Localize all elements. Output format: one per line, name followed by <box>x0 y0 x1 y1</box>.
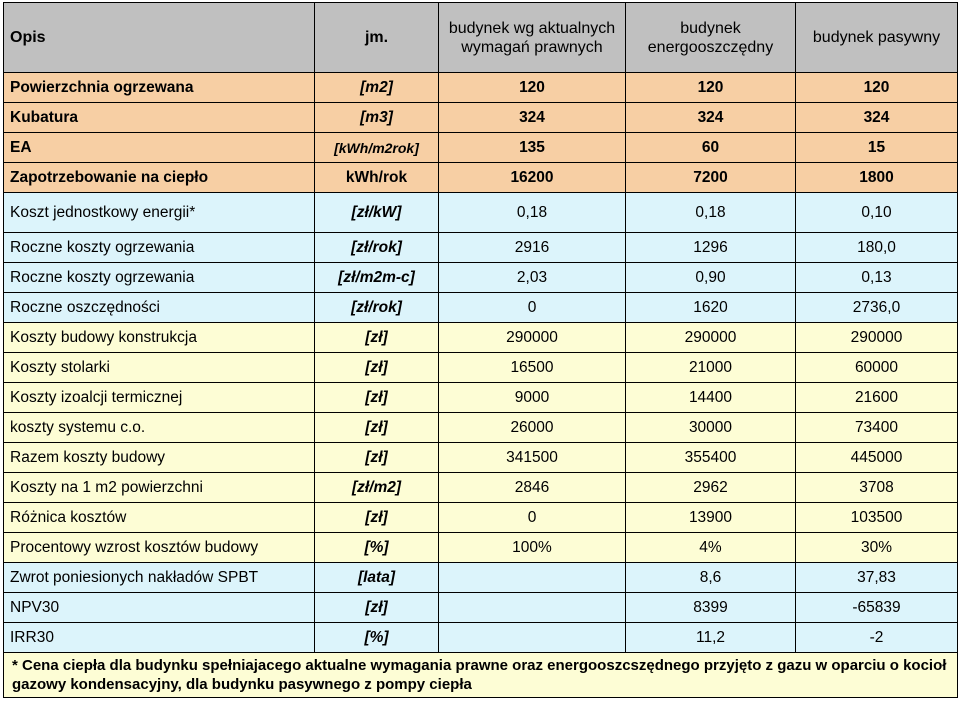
row-value-1: 16500 <box>439 353 626 383</box>
row-value-1 <box>439 623 626 653</box>
table-row <box>4 293 958 323</box>
row-value-2: 324 <box>626 103 796 133</box>
row-value-3: 15 <box>796 133 958 163</box>
row-value-3: 103500 <box>796 503 958 533</box>
row-label: Kubatura <box>4 103 315 133</box>
table-row <box>4 563 958 593</box>
row-value-1: 0 <box>439 293 626 323</box>
row-value-2: 13900 <box>626 503 796 533</box>
row-value-1: 2846 <box>439 473 626 503</box>
row-value-2: 11,2 <box>626 623 796 653</box>
cost-comparison-table <box>3 2 958 698</box>
table-row <box>4 593 958 623</box>
header-opis: Opis <box>4 3 315 73</box>
table-row <box>4 383 958 413</box>
row-value-1: 0,18 <box>439 193 626 233</box>
row-label: NPV30 <box>4 593 315 623</box>
row-unit: [zł] <box>315 503 439 533</box>
row-unit: [m3] <box>315 103 439 133</box>
table-row <box>4 533 958 563</box>
row-value-1: 0 <box>439 503 626 533</box>
row-value-3: 21600 <box>796 383 958 413</box>
row-value-3: 324 <box>796 103 958 133</box>
row-value-1: 120 <box>439 73 626 103</box>
table-row <box>4 103 958 133</box>
row-value-3: 0,10 <box>796 193 958 233</box>
row-value-3: 60000 <box>796 353 958 383</box>
header-jm: jm. <box>315 3 439 73</box>
row-value-1: 9000 <box>439 383 626 413</box>
row-unit: [zł] <box>315 353 439 383</box>
row-value-3: 3708 <box>796 473 958 503</box>
row-value-1: 2,03 <box>439 263 626 293</box>
row-value-2: 7200 <box>626 163 796 193</box>
row-value-2: 1296 <box>626 233 796 263</box>
table-row <box>4 623 958 653</box>
row-value-1: 100% <box>439 533 626 563</box>
table-row <box>4 503 958 533</box>
row-value-1 <box>439 593 626 623</box>
row-label: Koszty na 1 m2 powierzchni <box>4 473 315 503</box>
row-label: EA <box>4 133 315 163</box>
row-label: Powierzchnia ogrzewana <box>4 73 315 103</box>
header-budynek-wg-wymagan: budynek wg aktualnych wymagań prawnych <box>439 3 626 73</box>
row-value-2: 4% <box>626 533 796 563</box>
row-unit: [%] <box>315 623 439 653</box>
row-value-3: 120 <box>796 73 958 103</box>
row-label: Różnica kosztów <box>4 503 315 533</box>
row-value-1: 135 <box>439 133 626 163</box>
row-value-1: 341500 <box>439 443 626 473</box>
row-label: Koszty stolarki <box>4 353 315 383</box>
row-value-2: 14400 <box>626 383 796 413</box>
row-value-2: 21000 <box>626 353 796 383</box>
row-unit: [m2] <box>315 73 439 103</box>
row-value-3: -2 <box>796 623 958 653</box>
table-row <box>4 323 958 353</box>
row-value-1: 324 <box>439 103 626 133</box>
row-value-1: 290000 <box>439 323 626 353</box>
row-unit: [zł/m2] <box>315 473 439 503</box>
row-value-3: 2736,0 <box>796 293 958 323</box>
table-row <box>4 163 958 193</box>
row-value-3: 290000 <box>796 323 958 353</box>
row-unit: [lata] <box>315 563 439 593</box>
row-unit: [zł/kW] <box>315 193 439 233</box>
row-label: koszty systemu c.o. <box>4 413 315 443</box>
row-value-2: 0,90 <box>626 263 796 293</box>
row-value-3: 445000 <box>796 443 958 473</box>
row-value-2: 2962 <box>626 473 796 503</box>
row-value-2: 0,18 <box>626 193 796 233</box>
row-value-2: 1620 <box>626 293 796 323</box>
row-unit: [zł] <box>315 323 439 353</box>
header-budynek-pasywny: budynek pasywny <box>796 3 958 73</box>
row-value-1: 26000 <box>439 413 626 443</box>
row-unit: [zł] <box>315 413 439 443</box>
row-value-3: 30% <box>796 533 958 563</box>
row-value-3: -65839 <box>796 593 958 623</box>
footnote: * Cena ciepła dla budynku spełniajacego aktualne wymagania prawne oraz energooszcszędnego przyjęto z gazu w oparciu o kocioł gazowy kondensacyjny, dla budynku pasywnego z pompy ciepła <box>4 653 958 698</box>
row-unit: [%] <box>315 533 439 563</box>
row-label: Zapotrzebowanie na ciepło <box>4 163 315 193</box>
row-value-2: 120 <box>626 73 796 103</box>
row-value-2: 290000 <box>626 323 796 353</box>
row-value-1 <box>439 563 626 593</box>
table-row <box>4 263 958 293</box>
row-unit: [zł/rok] <box>315 233 439 263</box>
row-value-3: 73400 <box>796 413 958 443</box>
table-row <box>4 473 958 503</box>
row-value-1: 2916 <box>439 233 626 263</box>
row-value-3: 1800 <box>796 163 958 193</box>
row-unit: kWh/rok <box>315 163 439 193</box>
row-label: Razem koszty budowy <box>4 443 315 473</box>
row-unit: [zł] <box>315 443 439 473</box>
row-label: Koszty budowy konstrukcja <box>4 323 315 353</box>
row-label: Roczne oszczędności <box>4 293 315 323</box>
table-row <box>4 413 958 443</box>
row-label: Procentowy wzrost kosztów budowy <box>4 533 315 563</box>
table-row <box>4 443 958 473</box>
table-header-row <box>4 3 958 73</box>
row-unit: [zł] <box>315 383 439 413</box>
row-value-2: 355400 <box>626 443 796 473</box>
row-label: Roczne koszty ogrzewania <box>4 233 315 263</box>
row-value-3: 180,0 <box>796 233 958 263</box>
header-budynek-energooszczedny: budynek energooszczędny <box>626 3 796 73</box>
table-row <box>4 233 958 263</box>
row-unit: [zł] <box>315 593 439 623</box>
row-value-2: 8399 <box>626 593 796 623</box>
row-unit: [kWh/m2rok] <box>315 133 439 163</box>
row-value-3: 37,83 <box>796 563 958 593</box>
row-value-2: 8,6 <box>626 563 796 593</box>
table-row <box>4 133 958 163</box>
table-row <box>4 193 958 233</box>
row-value-3: 0,13 <box>796 263 958 293</box>
row-unit: [zł/m2m-c] <box>315 263 439 293</box>
row-unit: [zł/rok] <box>315 293 439 323</box>
table-row <box>4 353 958 383</box>
row-value-2: 60 <box>626 133 796 163</box>
row-label: Zwrot poniesionych nakładów SPBT <box>4 563 315 593</box>
footnote-row <box>4 653 958 698</box>
row-label: Roczne koszty ogrzewania <box>4 263 315 293</box>
row-label: Koszty izoalcji termicznej <box>4 383 315 413</box>
row-label: IRR30 <box>4 623 315 653</box>
row-value-2: 30000 <box>626 413 796 443</box>
row-value-1: 16200 <box>439 163 626 193</box>
table-row <box>4 73 958 103</box>
row-label: Koszt jednostkowy energii* <box>4 193 315 233</box>
